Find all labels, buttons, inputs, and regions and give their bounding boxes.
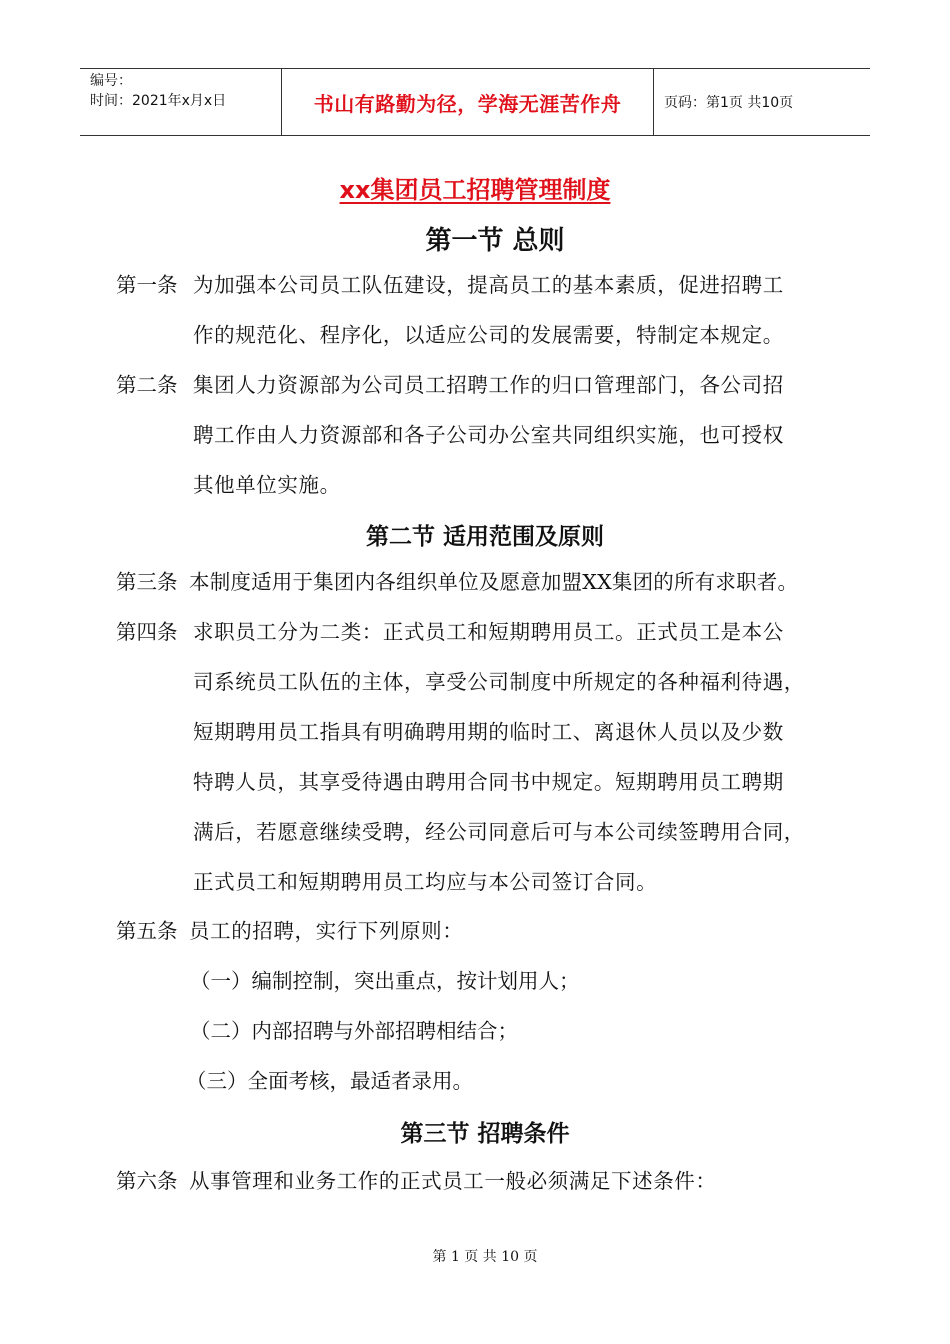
article-body-3 — [189, 557, 798, 607]
section-heading-2: 第二节 适用范围及原则 — [365, 524, 604, 550]
section-heading-3: 第三节 招聘条件 — [400, 1121, 570, 1147]
article-body-4 — [193, 607, 805, 907]
article-label-1: 第一条 — [116, 273, 178, 297]
article-label-2: 第二条 — [116, 373, 178, 397]
article-body-5 — [189, 906, 463, 956]
article-body-6 — [189, 1156, 717, 1206]
header-page-info: 页码：第1页 共10页 — [664, 95, 794, 111]
article-line: 员工的招聘，实行下列原则： — [189, 919, 464, 943]
article-line: 本制度适用于集团内各组织单位及愿意加盟XX集团的所有求职者。 — [189, 570, 799, 594]
number-label: 编号： — [90, 73, 132, 89]
article-label-4: 第四条 — [116, 620, 178, 644]
principle-item-2: （二）内部招聘与外部招聘相结合； — [190, 1019, 518, 1043]
principle-item-3: （三）全面考核，最适者录用。 — [186, 1069, 473, 1093]
time-label: 时间：2021年x月x日 — [90, 93, 227, 109]
page-footer: 第 1 页 共 10 页 — [432, 1249, 538, 1265]
article-line: 集团人力资源部为公司员工招聘工作的归口管理部门，各公司招 — [193, 373, 784, 397]
article-line: 司系统员工队伍的主体，享受公司制度中所规定的各种福利待遇， — [193, 670, 805, 694]
article-label-3: 第三条 — [116, 570, 178, 594]
article-line: 特聘人员，其享受待遇由聘用合同书中规定。短期聘用员工聘期 — [193, 770, 784, 794]
principle-item-1: （一）编制控制，突出重点，按计划用人； — [190, 969, 580, 993]
article-line: 短期聘用员工指具有明确聘用期的临时工、离退休人员以及少数 — [193, 720, 784, 744]
article-line: 其他单位实施。 — [193, 473, 341, 497]
motto-text: 书山有路勤为径，学海无涯苦作舟 — [313, 91, 622, 116]
article-line: 从事管理和业务工作的正式员工一般必须满足下述条件： — [189, 1169, 717, 1193]
article-line: 作的规范化、程序化，以适应公司的发展需要，特制定本规定。 — [193, 323, 784, 347]
article-line: 聘工作由人力资源部和各子公司办公室共同组织实施，也可授权 — [193, 423, 784, 447]
article-line: 正式员工和短期聘用员工均应与本公司签订合同。 — [193, 870, 658, 894]
header-meta — [80, 69, 282, 135]
document-header — [80, 68, 870, 136]
article-line: 求职员工分为二类：正式员工和短期聘用员工。正式员工是本公 — [193, 620, 784, 644]
article-label-6: 第六条 — [116, 1169, 178, 1193]
article-body-1 — [193, 260, 784, 360]
article-body-2 — [193, 360, 784, 510]
article-label-5: 第五条 — [116, 919, 178, 943]
article-line: 为加强本公司员工队伍建设，提高员工的基本素质，促进招聘工 — [193, 273, 784, 297]
document-title: xx集团员工招聘管理制度 — [339, 176, 611, 204]
header-motto — [282, 69, 654, 135]
article-line: 满后，若愿意继续受聘，经公司同意后可与本公司续签聘用合同， — [193, 820, 805, 844]
section-heading-1: 第一节 总则 — [425, 226, 565, 256]
